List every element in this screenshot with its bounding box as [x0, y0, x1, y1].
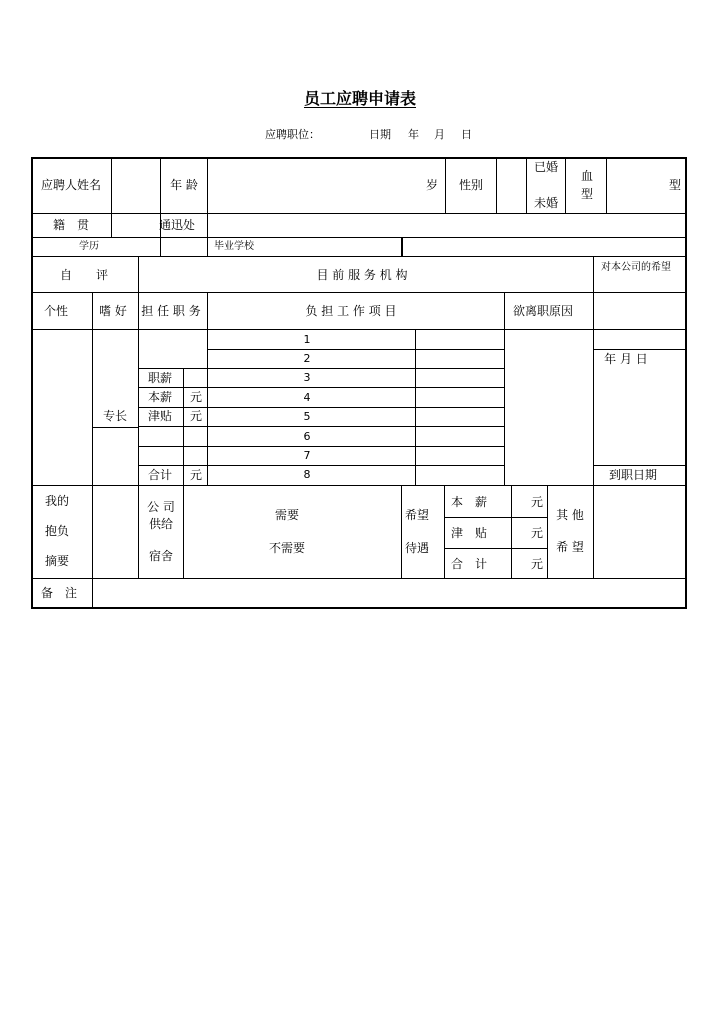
dorm-label-1: 公 司 — [147, 500, 175, 514]
other-hope-label-1: 其 他 — [556, 508, 584, 522]
yuan-unit: 元 — [189, 468, 203, 482]
hobbies-label: 嗜 好 — [99, 304, 127, 318]
married-option: 已婚 — [533, 160, 559, 174]
need-option: 需要 — [274, 508, 300, 522]
leave-reason-label: 欲离职原因 — [512, 304, 574, 318]
year-month-day-label: 年 月 日 — [604, 352, 648, 366]
blood-label-1: 血 — [580, 169, 594, 183]
blood-type-unit: 型 — [668, 178, 681, 192]
no-need-option: 不需要 — [268, 541, 306, 555]
work-row-number: 8 — [303, 468, 311, 481]
dorm-label-3: 宿舍 — [148, 549, 174, 563]
form-title: 员工应聘申请表 — [303, 89, 416, 108]
month-label: 月 — [434, 128, 445, 141]
work-row-number: 5 — [303, 410, 311, 423]
position-held-label: 担 任 职 务 — [141, 304, 201, 318]
specialty-label: 专长 — [102, 409, 128, 423]
ambition-label-2: 抱负 — [44, 524, 70, 538]
blood-label-2: 型 — [580, 187, 594, 201]
work-row-number: 7 — [303, 449, 311, 462]
applicant-name-label: 应聘人姓名 — [40, 178, 102, 192]
current-org-label: 目 前 服 务 机 构 — [316, 268, 408, 282]
age-unit: 岁 — [425, 178, 438, 192]
hope-for-company-label: 对本公司的希望 — [601, 262, 671, 273]
application-form-table — [31, 157, 687, 609]
allowance-label: 津贴 — [148, 409, 173, 423]
date-label: 日期 — [369, 128, 391, 141]
expected-allowance-label: 津 贴 — [451, 526, 488, 540]
dorm-label-2: 供给 — [148, 517, 174, 531]
expected-total-label: 合 计 — [451, 557, 488, 571]
remarks-label: 备 注 — [40, 586, 78, 600]
education-label: 学历 — [79, 241, 99, 252]
work-row-number: 4 — [303, 391, 311, 404]
position-label: 应聘职位： — [265, 128, 320, 141]
other-hope-label-2: 希 望 — [556, 540, 584, 554]
base-salary-label: 本薪 — [148, 390, 173, 404]
expected-treatment-label-1: 希望 — [404, 508, 430, 522]
yuan-unit: 元 — [530, 526, 543, 540]
contact-address-label: 通迅处 — [159, 218, 196, 232]
native-place-label: 籍 贯 — [52, 218, 90, 232]
yuan-unit: 元 — [189, 390, 203, 404]
year-label: 年 — [408, 128, 419, 141]
table-grid-lines — [31, 157, 687, 609]
age-label: 年 龄 — [170, 178, 198, 192]
ambition-label-3: 摘要 — [44, 554, 70, 568]
total-label: 合计 — [148, 468, 173, 482]
ambition-label-1: 我的 — [44, 494, 70, 508]
self-eval-label: 自 评 — [59, 268, 109, 282]
work-row-number: 2 — [303, 352, 311, 365]
expected-treatment-label-2: 待遇 — [404, 541, 430, 555]
day-label: 日 — [461, 128, 472, 141]
salary-title-label: 职薪 — [148, 371, 173, 385]
job-items-label: 负 担 工 作 项 目 — [305, 304, 397, 318]
yuan-unit: 元 — [530, 495, 543, 509]
work-row-number: 1 — [303, 333, 311, 346]
gender-label: 性别 — [458, 178, 484, 192]
personality-label: 个性 — [43, 304, 69, 318]
work-row-number: 3 — [303, 371, 311, 384]
yuan-unit: 元 — [189, 409, 203, 423]
start-date-label: 到职日期 — [608, 468, 658, 482]
graduated-school-label: 毕业学校 — [214, 241, 254, 252]
unmarried-option: 未婚 — [533, 196, 559, 210]
yuan-unit: 元 — [530, 557, 543, 571]
work-row-number: 6 — [303, 430, 311, 443]
expected-base-label: 本 薪 — [451, 495, 488, 509]
